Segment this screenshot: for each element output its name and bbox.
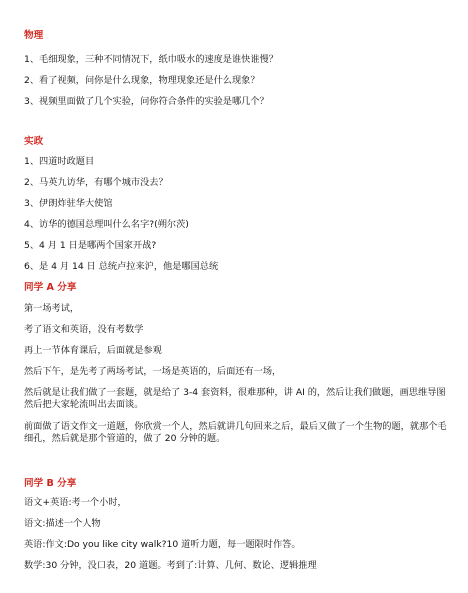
politics-item-6: 6、是 4 月 14 日 总统卢拉来沪，他是哪国总统 — [24, 261, 219, 272]
student-a-line-3: 再上一节体育课后，后面就是参观 — [24, 345, 162, 356]
politics-heading: 实政 — [24, 136, 44, 147]
politics-item-1: 1、四道时政题目 — [24, 156, 95, 167]
physics-item-3: 3、视频里面做了几个实验，问你符合条件的实验是哪几个？ — [24, 96, 269, 107]
politics-item-3: 3、伊朗炸驻华大使馆 — [24, 198, 113, 209]
student-a-line-5: 然后就是让我们做了一套题，就是给了 3-4 套资料，很难那种，讲 AI 的，然后让我们做题，画思维导图然后把大家轮流叫出去面谈。 — [24, 387, 446, 410]
politics-item-5: 5、4 月 1 日是哪两个国家开战? — [24, 240, 157, 251]
physics-heading: 物理 — [24, 30, 44, 41]
politics-item-2: 2、马英九访华，有哪个城市没去？ — [24, 177, 168, 188]
student-b-heading: 同学 B 分享 — [24, 478, 77, 489]
student-a-heading: 同学 A 分享 — [24, 282, 77, 293]
student-b-line-4: 数学:30 分钟，没口表，20 道题。考到了:计算、几何、数论、逻辑推理 — [24, 560, 317, 571]
physics-item-1: 1、毛细现象，三种不同情况下，纸巾吸水的速度是谁快谁慢？ — [24, 54, 278, 65]
student-b-line-1: 语文+英语:考一个小时， — [24, 497, 127, 508]
student-b-line-2: 语文:描述一个人物 — [24, 518, 101, 529]
student-b-line-3: 英语:作文:Do you like city walk?10 道听力题，每一题限时作答。 — [24, 539, 301, 550]
student-a-line-6: 前面做了语文作文一道题，你欣赏一个人，然后就讲几句回来之后，最后又做了一个生物的题，就那个毛细孔，然后就是那个管道的，做了 20 分钟的题。 — [24, 421, 447, 444]
student-a-line-2: 考了语文和英语，没有考数学 — [24, 324, 144, 335]
student-a-line-4: 然后下午，是先考了两场考试，一场是英语的，后面还有一场， — [24, 366, 282, 377]
physics-item-2: 2、看了视频，问你是什么现象，物理现象还是什么现象？ — [24, 75, 260, 86]
politics-item-4: 4、访华的德国总理叫什么名字?(朔尔茨) — [24, 219, 189, 230]
student-a-line-1: 第一场考试， — [24, 303, 80, 314]
